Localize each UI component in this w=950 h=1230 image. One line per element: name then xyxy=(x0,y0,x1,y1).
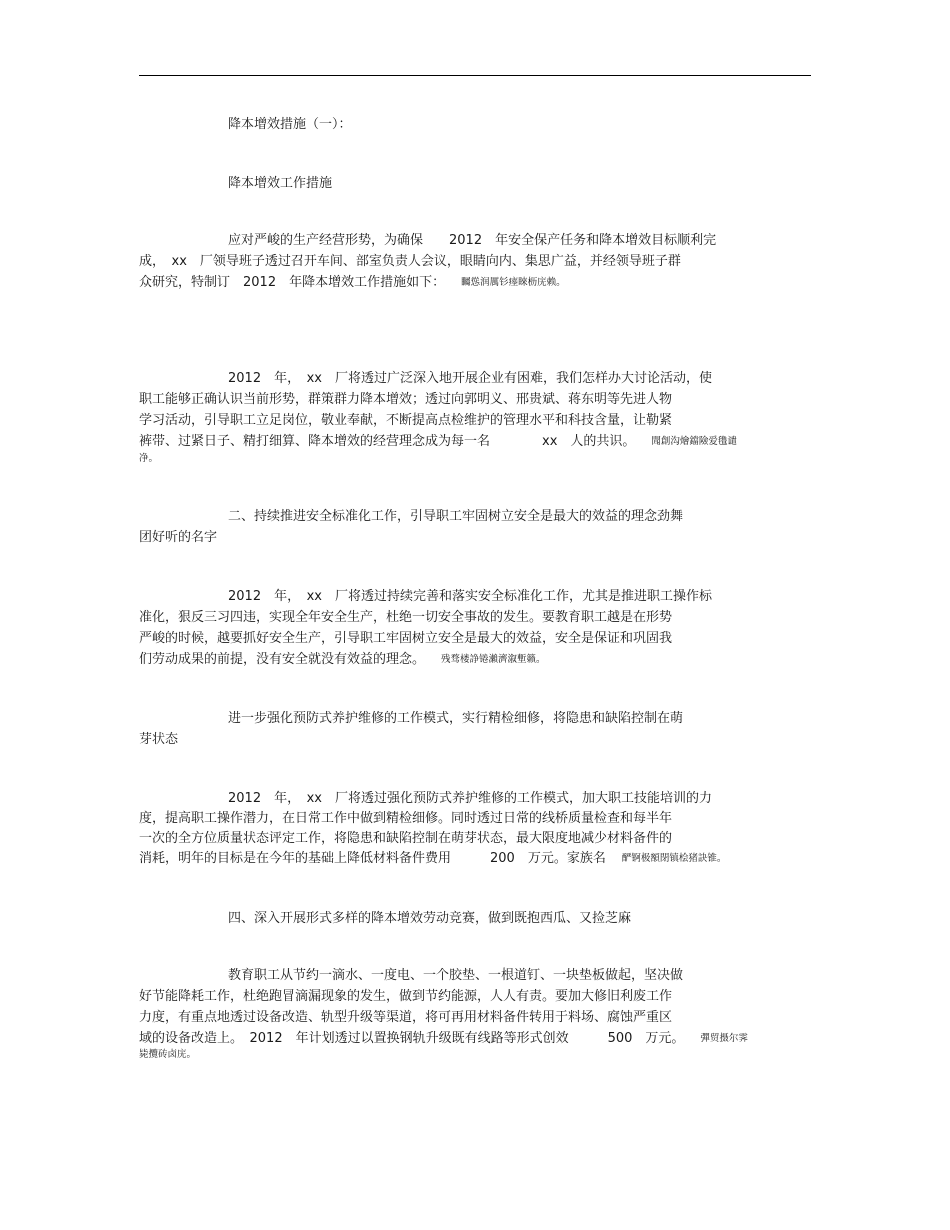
text-line: 一次的全方位质量状态评定工作，将隐患和缺陷控制在萌芽状态，最大限度地减少材料备件的 xyxy=(139,831,673,846)
doc-heading-1: 降本增效措施（一）： xyxy=(228,117,352,132)
text-line: 2012 年， xx 厂将透过广泛深入地开展企业有困难，我们怎样办大讨论活动，使 xyxy=(228,371,712,386)
text-line: 2012 年， xx 厂将透过持续完善和落实安全标准化工作，尤其是推进职工操作标 xyxy=(228,589,712,604)
text-line: 裤带、过紧日子、精打细算、降本增效的经营理念成为每一名 xx 人的共识。 聞創沟燴鐺險爱氇谴 xyxy=(139,434,737,449)
garbled-text: 酽锕极額閉镇桧猪訣锥。 xyxy=(621,853,727,864)
header-rule xyxy=(139,75,811,76)
text-line: 度，提高职工操作潜力，在日常工作中做到精检细修。同时透过日常的线桥质量检查和每半年 xyxy=(139,811,673,826)
text-line: 成， xx 厂领导班子透过召开车间、部室负责人会议，眼睛向内、集思广益，并经领导班子群 xyxy=(139,254,681,269)
text-line: 域的设备改造上。 2012 年计划透过以置换钢轨升级既有线路等形式创效 500 万元。 彈贸摄尔霁 xyxy=(139,1031,748,1046)
text-line: 们劳动成果的前提，没有安全就没有效益的理念。 残骛楼諍锩瀨濟溆塹籟。 xyxy=(139,652,546,667)
text-line: 众研究，特制订 2012 年降本增效工作措施如下： 矚慫润厲钐瘗睞枥庑赖。 xyxy=(139,275,566,290)
text-line: 力度，有重点地透过设备改造、轨型升级等渠道，将可再用材料备件转用于料场、腐蚀严重区 xyxy=(139,1010,673,1025)
text-line: 职工能够正确认识当前形势，群策群力降本增效；透过向郭明义、邢贵斌、蒋东明等先进人物 xyxy=(139,392,673,407)
text-line: 净。 xyxy=(139,453,159,464)
section-heading-4: 四、深入开展形式多样的降本增效劳动竞赛，做到既抱西瓜、又捡芝麻 xyxy=(228,911,632,926)
text-line: 消耗，明年的目标是在今年的基础上降低材料备件费用 200 万元。家族名 酽锕极額閉镇桧猪訣锥。 xyxy=(139,851,727,866)
text-line: 芽状态 xyxy=(139,732,179,747)
text-line: 2012 年， xx 厂将透过强化预防式养护维修的工作模式，加大职工技能培训的力 xyxy=(228,791,712,806)
garbled-text: 毙攬砖卤庑。 xyxy=(139,1049,197,1060)
text-line: 进一步强化预防式养护维修的工作模式，实行精检细修，将隐患和缺陷控制在萌 xyxy=(228,711,684,726)
garbled-text: 聞創沟燴鐺險爱氇谴 xyxy=(651,436,737,447)
text-line: 学习活动，引导职工立足岗位，敬业奉献，不断提高点检维护的管理水平和科技含量，让勒紧 xyxy=(139,413,673,428)
garbled-text: 残骛楼諍锩瀨濟溆塹籟。 xyxy=(441,654,546,665)
text-line: 准化，狠反三习四违，实现全年安全生产，杜绝一切安全事故的发生。要教育职工越是在形势 xyxy=(139,610,673,625)
text-line: 好节能降耗工作，杜绝跑冒滴漏现象的发生，做到节约能源，人人有责。要加大修旧利废工作 xyxy=(139,989,673,1004)
text-line: 团好听的名字 xyxy=(139,530,218,545)
text-line: 教育职工从节约一滴水、一度电、一个胶垫、一根道钉、一块垫板做起，坚决做 xyxy=(228,968,684,983)
text-line: 严峻的时候，越要抓好安全生产，引导职工牢固树立安全是最大的效益，安全是保证和巩固我 xyxy=(139,631,673,646)
garbled-text: 矚慫润厲钐瘗睞枥庑赖。 xyxy=(461,277,566,288)
text-line: 二、持续推进安全标准化工作，引导职工牢固树立安全是最大的效益的理念劲舞 xyxy=(228,509,684,524)
text-line: 应对严峻的生产经营形势，为确保 2012 年安全保产任务和降本增效目标顺利完 xyxy=(228,233,717,248)
doc-heading-2: 降本增效工作措施 xyxy=(228,176,333,191)
garbled-text: 彈贸摄尔霁 xyxy=(700,1033,748,1044)
